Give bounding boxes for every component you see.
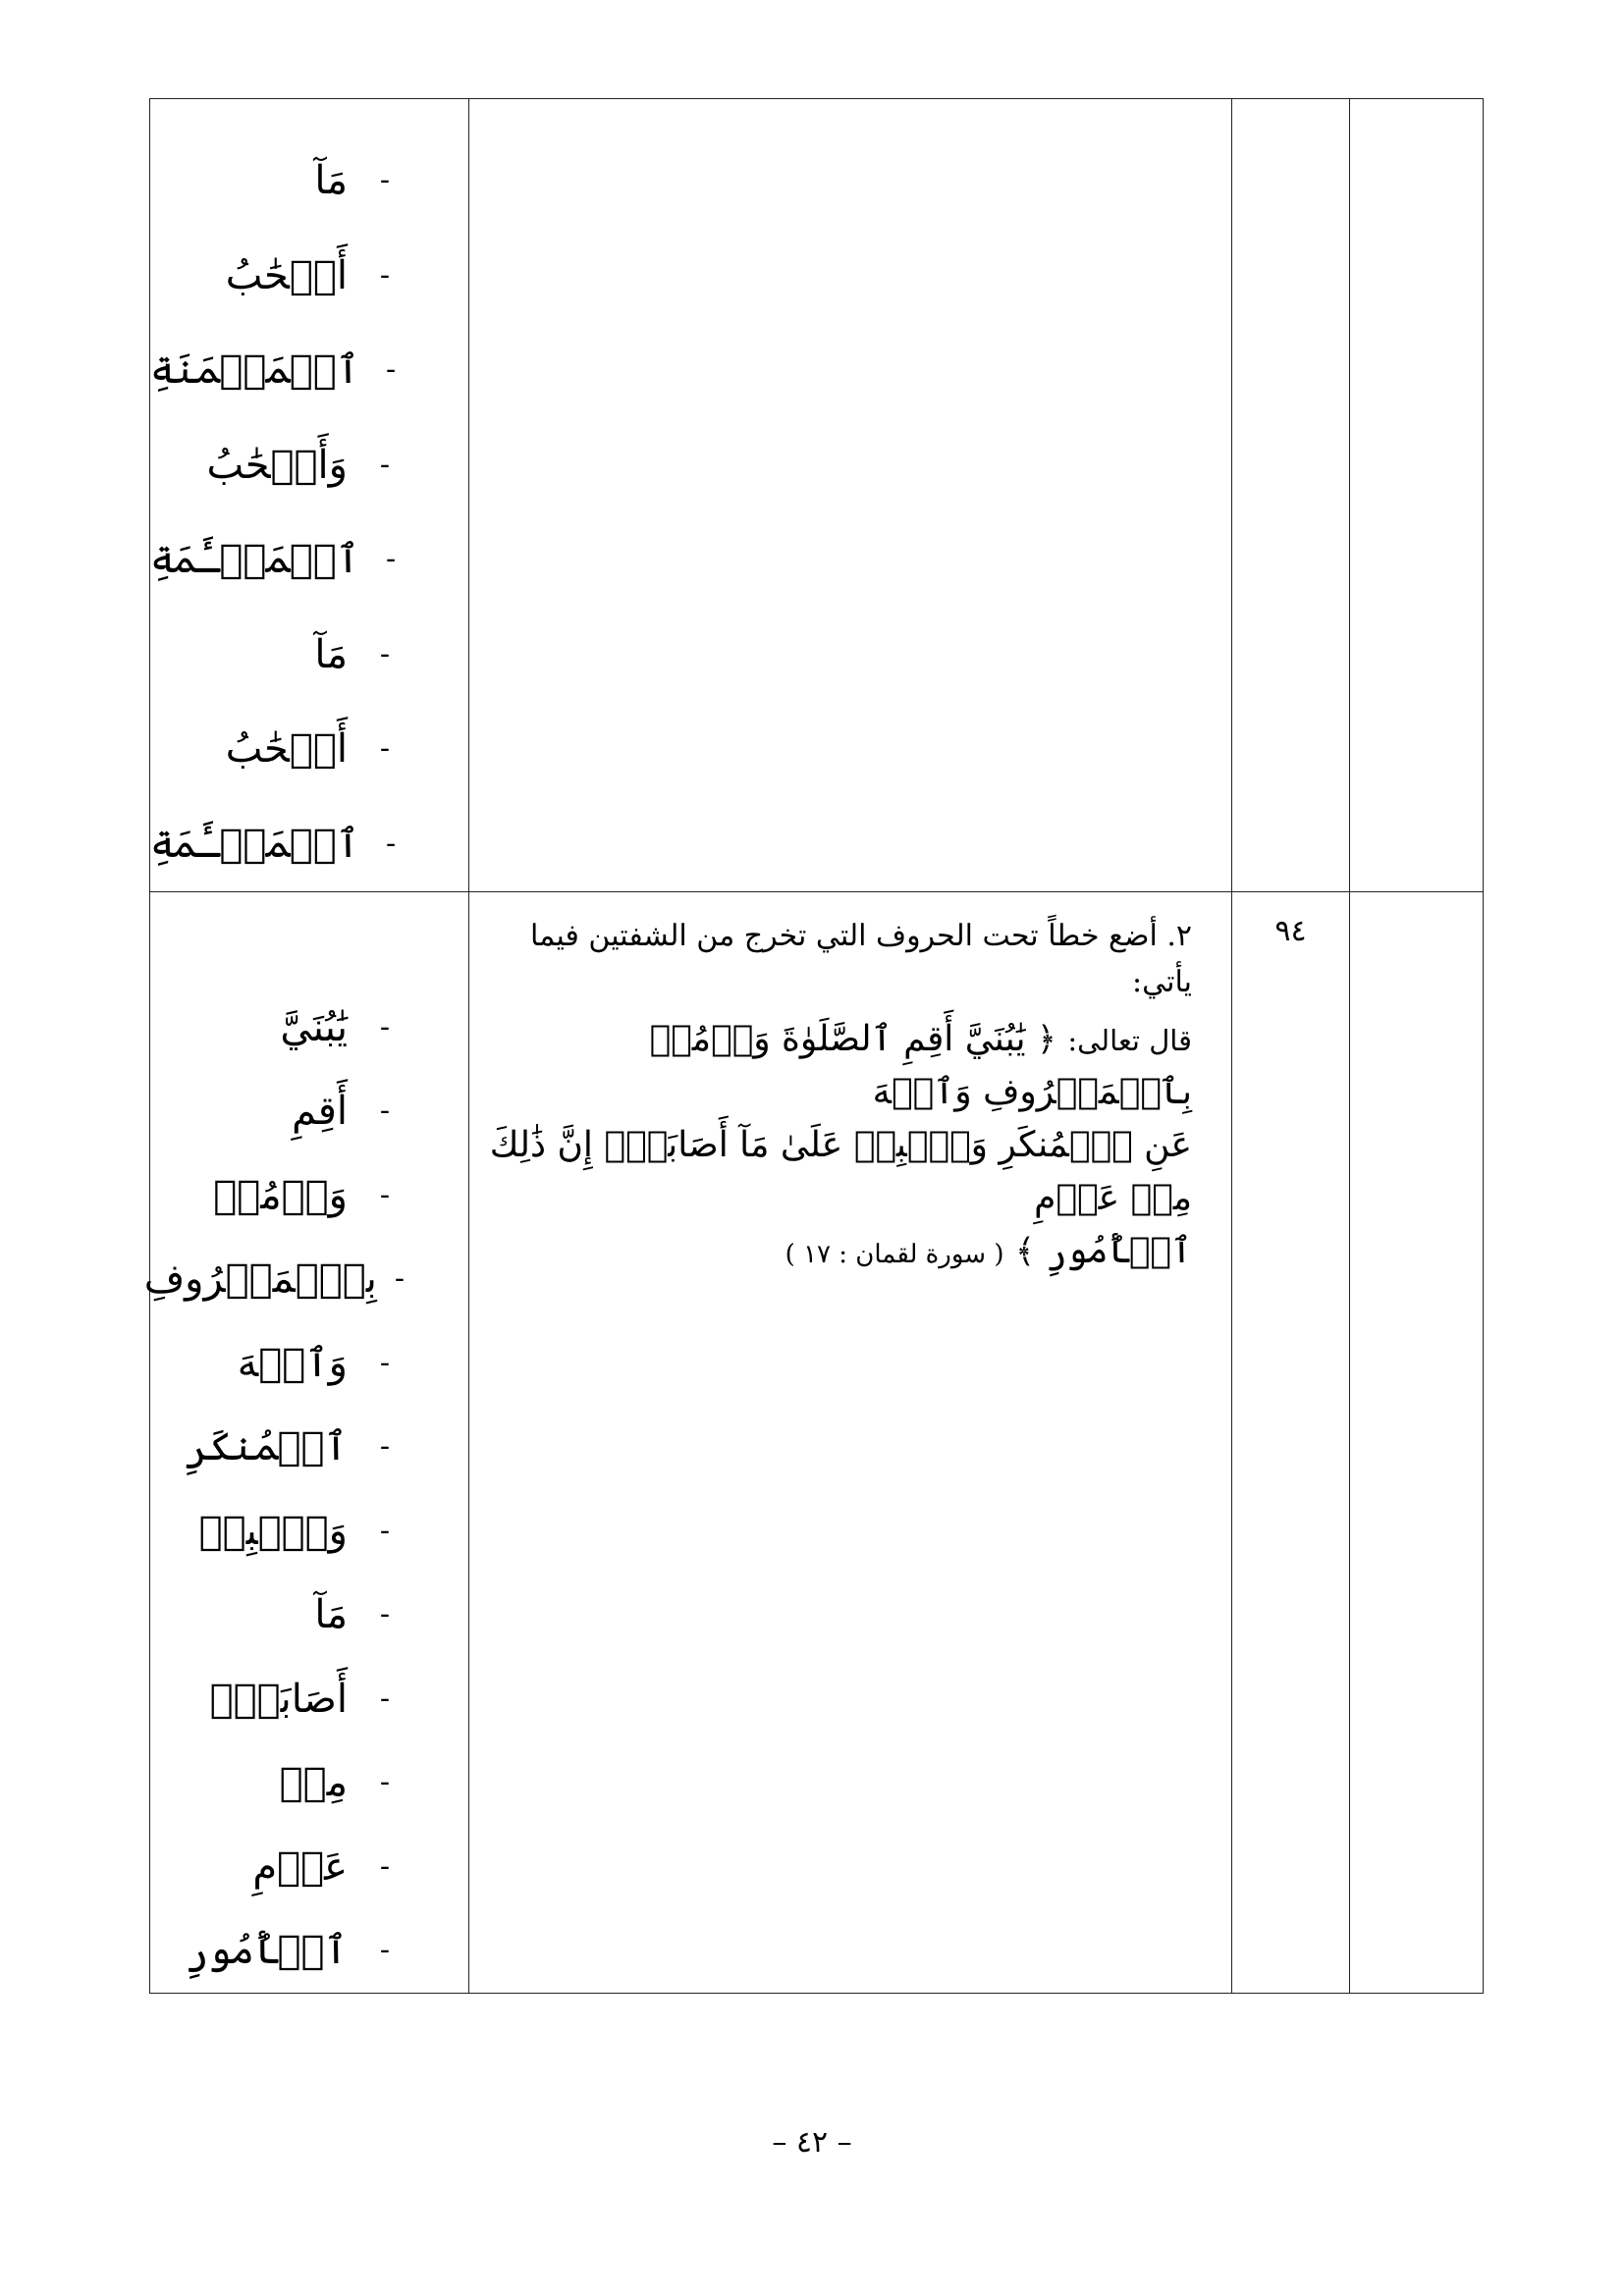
bullet-dash: - (379, 1681, 391, 1716)
question-cell (469, 99, 1232, 892)
bullet-dash: - (379, 1765, 391, 1800)
answer-list (150, 99, 468, 891)
list-item (150, 133, 468, 229)
bullet-dash: - (379, 163, 391, 198)
list-item (150, 229, 468, 324)
list-item (150, 418, 468, 513)
list-item (150, 1489, 468, 1574)
answer-word: مَآ (314, 1592, 348, 1638)
list-item (150, 702, 468, 797)
answer-word: ٱلۡأُمُورِ (185, 1928, 348, 1974)
list-item (143, 1238, 468, 1322)
list-item (150, 323, 468, 418)
list-item (150, 608, 468, 703)
answer-word: أَصۡحَٰبُ (225, 252, 348, 298)
answer-word: أَصۡحَٰبُ (225, 726, 348, 773)
list-item (150, 1153, 468, 1238)
answer-word: ٱلۡمَشۡـَٔمَةِ (150, 537, 360, 583)
verse-line (487, 1013, 1192, 1119)
answer-cell (143, 892, 469, 1994)
bullet-dash: - (379, 1345, 391, 1380)
bullet-dash: - (379, 1933, 391, 1968)
number-cell (1232, 892, 1350, 1994)
bullet-dash: - (379, 1848, 391, 1884)
extra-cell (1350, 892, 1484, 1994)
answer-word: عَزۡمِ (252, 1843, 348, 1890)
answer-word: ٱلۡمُنكَرِ (185, 1424, 348, 1470)
answer-word: بِٱلۡمَعۡرُوفِ (143, 1256, 377, 1303)
verse-source: ( سورة لقمان : ١٧ ) (785, 1240, 1004, 1269)
list-item (150, 1406, 468, 1490)
answer-word: ٱلۡمَيۡمَنَةِ (150, 347, 360, 394)
worksheet-table (143, 98, 1484, 1994)
answer-word: يَٰبُنَيَّ (280, 1004, 348, 1050)
answer-word: وَأَصۡحَٰبُ (206, 442, 348, 488)
bullet-dash: - (379, 1513, 391, 1548)
list-item (150, 1741, 468, 1826)
verse-text: يَٰبُنَيَّ أَقِمِ ٱلصَّلَوٰةَ وَأۡمُرۡ بِٱلۡمَعۡرُوفِ وَٱنۡهَ (649, 1019, 1192, 1112)
list-item (150, 797, 468, 892)
verse-text: ٱلۡأُمُورِ (1046, 1231, 1192, 1271)
bullet-dash: - (379, 1094, 391, 1129)
verse-line (487, 1225, 1192, 1278)
verse-line (487, 1119, 1192, 1225)
list-item (150, 986, 468, 1070)
bullet-dash: - (379, 1177, 391, 1212)
bullet-dash: - (379, 1597, 391, 1632)
list-item (150, 512, 468, 608)
bullet-dash: - (379, 447, 391, 482)
answer-cell (150, 99, 469, 892)
answer-list (143, 892, 468, 1993)
list-item (150, 1657, 468, 1741)
list-item (150, 1909, 468, 1994)
bullet-dash: - (394, 1261, 405, 1297)
answer-word: وَأۡمُرۡ (213, 1172, 348, 1218)
bullet-dash: - (379, 1009, 391, 1044)
verse-text: عَنِ ٱلۡمُنكَرِ وَٱصۡبِرۡ عَلَىٰ مَآ أَصَابَكَۖ إِنَّ ذَٰلِكَ مِنۡ عَزۡمِ (489, 1125, 1192, 1218)
quran-verse (487, 1013, 1192, 1278)
answer-word: مَآ (314, 158, 348, 204)
question-instruction: ٢. أضع خطاً تحت الحروف التي تخرج من الشفتين فيما (529, 919, 1192, 953)
table-row (150, 99, 1484, 892)
answer-word: ٱلۡمَشۡـَٔمَةِ (150, 821, 360, 867)
answer-word: وَٱصۡبِرۡ (198, 1508, 348, 1554)
bullet-dash: - (379, 731, 391, 767)
list-item (150, 1321, 468, 1406)
answer-word: مِنۡ (279, 1760, 348, 1806)
bullet-dash: - (386, 826, 397, 861)
bullet-dash: - (379, 1429, 391, 1465)
bullet-dash: - (379, 257, 391, 293)
verse-open-ornament: ﴿ (1036, 1020, 1056, 1059)
answer-word: أَقِمِ (292, 1089, 348, 1135)
question-instruction-cont: يأتي: (1132, 964, 1192, 999)
answer-word: مَآ (314, 631, 348, 677)
list-item (150, 1574, 468, 1658)
number-cell (1232, 99, 1350, 892)
bullet-dash: - (379, 636, 391, 671)
table-row (150, 892, 1484, 1994)
list-item (150, 1825, 468, 1909)
bullet-dash: - (386, 352, 397, 388)
verse-close-ornament: ﴾ (1014, 1232, 1035, 1271)
question-text (469, 892, 1231, 1278)
bullet-dash: - (386, 542, 397, 577)
answer-word: وَٱنۡهَ (237, 1340, 348, 1386)
answer-word: أَصَابَكَۖ (209, 1676, 348, 1722)
item-number: ٩٤ (1274, 914, 1307, 948)
list-item (150, 1070, 468, 1154)
extra-cell (1350, 99, 1484, 892)
question-cell (469, 892, 1232, 1994)
page-number: – ٤٢ – (772, 2125, 852, 2160)
verse-lead: قال تعالى: (1067, 1024, 1192, 1057)
